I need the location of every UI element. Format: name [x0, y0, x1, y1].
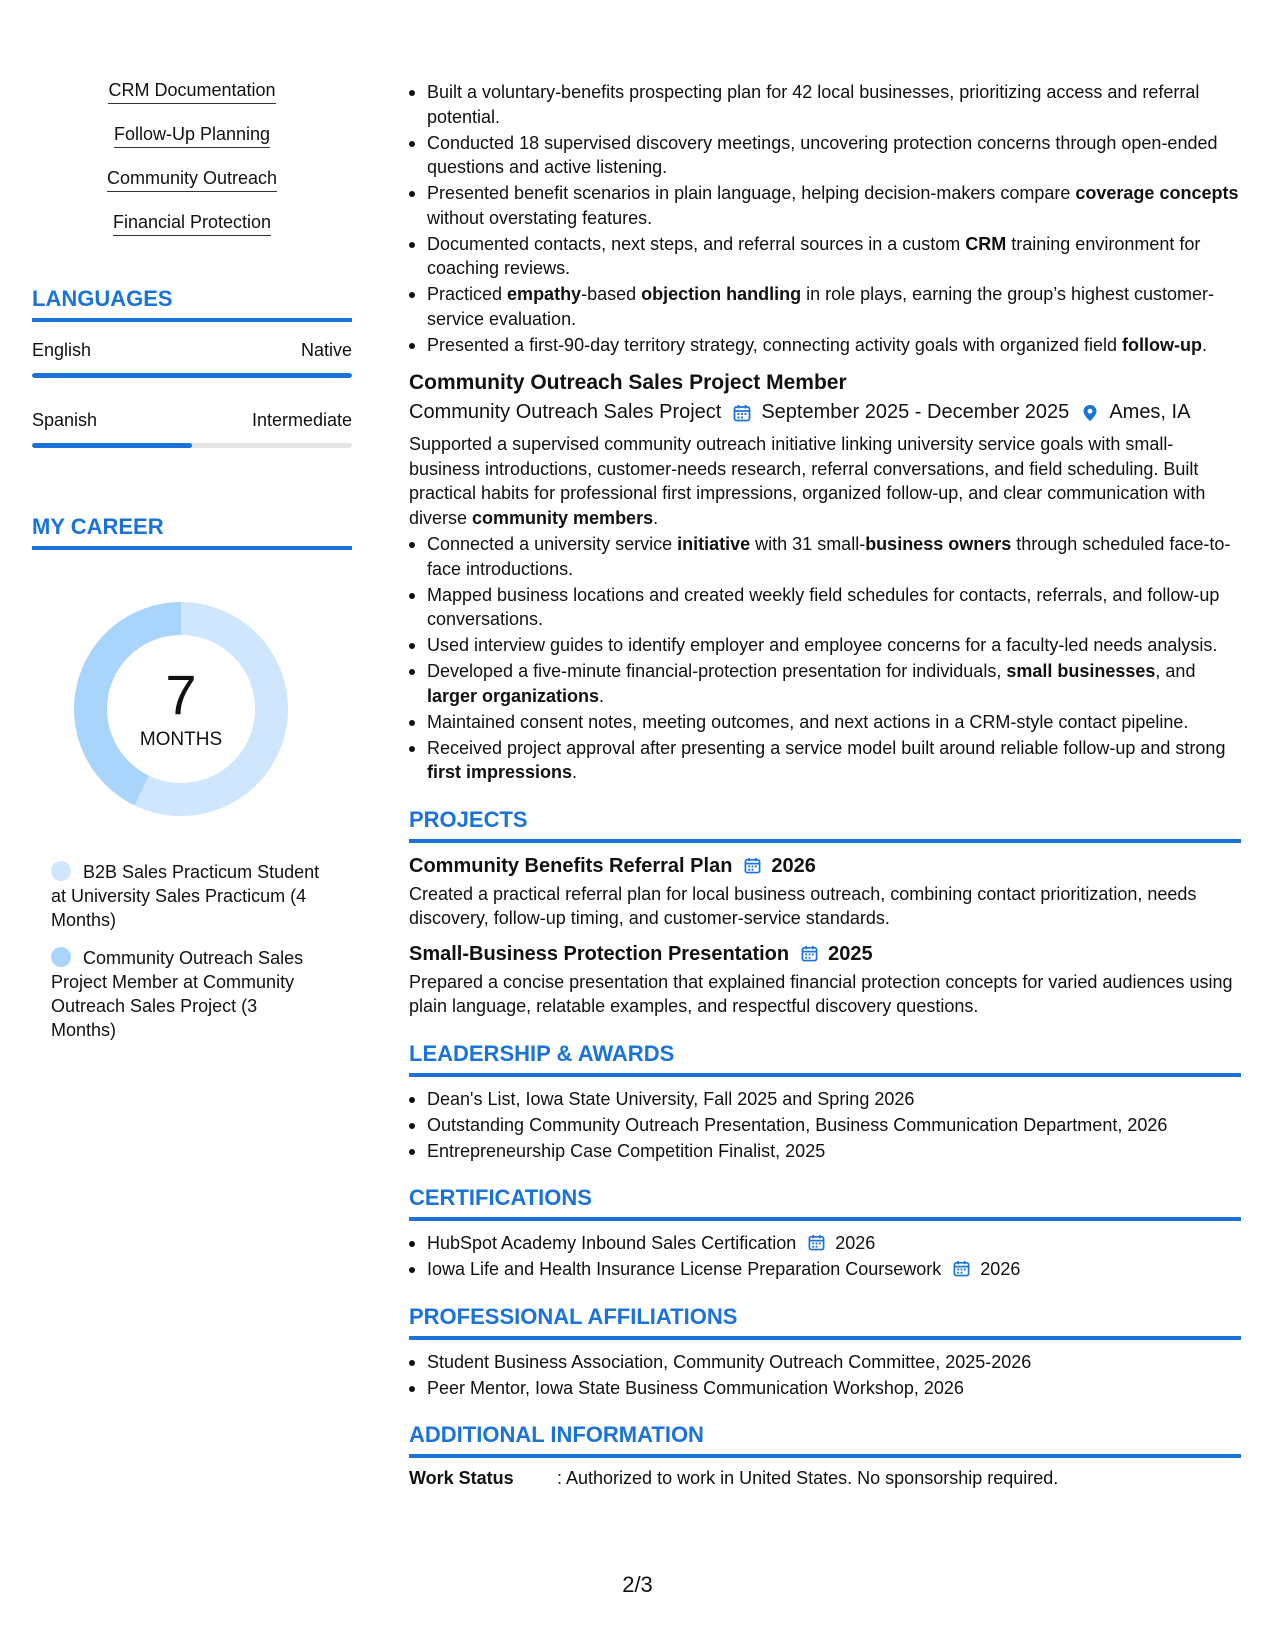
- project-name: Community Benefits Referral Plan: [409, 854, 733, 877]
- career-heading: MY CAREER: [32, 514, 352, 550]
- language-level: Native: [300, 340, 352, 360]
- page-number: 2/3: [622, 1572, 653, 1597]
- work-status-label: Work Status: [409, 1468, 514, 1488]
- list-item: Entrepreneurship Case Competition Finalist, 2025: [409, 1139, 1241, 1164]
- bullet-item: [409, 232, 1241, 281]
- emphasis-text: community members: [472, 507, 654, 528]
- language-name: English: [32, 340, 92, 360]
- bullet-item: [409, 659, 1241, 708]
- location-pin-icon: [1081, 404, 1099, 422]
- text-run: Conducted 18 supervised discovery meetings, uncovering protection concerns through open-ended questions and active listening.: [427, 132, 1218, 177]
- language-level: Intermediate: [251, 410, 352, 430]
- text-run: , and: [1155, 661, 1196, 681]
- emphasis-text: empathy: [507, 284, 582, 304]
- bullet-item: [409, 131, 1241, 180]
- text-run: Connected a university service: [427, 534, 678, 554]
- language-level-fill: [32, 443, 192, 448]
- text-run: .: [572, 762, 578, 782]
- skill-tag: Community Outreach: [107, 168, 277, 192]
- list-item: Student Business Association, Community Outreach Committee, 2025-2026: [409, 1350, 1241, 1375]
- job-location: Ames, IA: [1109, 401, 1191, 423]
- language-level-bar: [32, 443, 352, 448]
- text-run: in role plays, earning the group’s highest customer-service evaluation.: [427, 284, 1215, 329]
- emphasis-text: coverage concepts: [1075, 183, 1239, 203]
- career-donut-chart: [66, 594, 296, 824]
- text-run: Supported a supervised community outreach initiative linking university service goals with small-business introductions, customer-needs research, referral conversations, and field scheduling. Built practical habits for professional first impressions, organized follow-up, and clear communication with diverse: [409, 434, 1206, 528]
- text-run: Developed a five-minute financial-protection presentation for individuals,: [427, 661, 1007, 681]
- emphasis-text: first impressions: [427, 762, 573, 782]
- skill-tag: Financial Protection: [113, 212, 271, 236]
- career-total-months: 7: [165, 663, 197, 726]
- calendar-icon: [789, 943, 822, 966]
- emphasis-text: initiative: [677, 534, 751, 554]
- leadership-section: [409, 1041, 1241, 1164]
- emphasis-text: business owners: [865, 534, 1012, 554]
- job-dates: September 2025 - December 2025: [761, 401, 1070, 423]
- legend-label: B2B Sales Practicum Student at University Sales Practicum (4 Months): [51, 862, 320, 930]
- main-column: [409, 80, 1241, 1489]
- language-spanish: [32, 410, 352, 448]
- language-english: [32, 340, 352, 378]
- text-run: -based: [581, 284, 642, 304]
- certification-name: HubSpot Academy Inbound Sales Certification: [427, 1233, 797, 1253]
- project-year: 2025: [828, 942, 873, 965]
- list-item: Outstanding Community Outreach Presentation, Business Communication Department, 2026: [409, 1113, 1241, 1138]
- experience-entry: [409, 371, 1241, 785]
- calendar-icon: [732, 855, 765, 878]
- bullet-item: [409, 583, 1241, 632]
- work-status-value: : Authorized to work in United States. No sponsorship required.: [557, 1468, 1059, 1488]
- text-run: Used interview guides to identify employer and employee concerns for a faculty-led needs analysis.: [427, 635, 1218, 655]
- project-item: [409, 855, 1241, 931]
- bullet-item: [409, 532, 1241, 581]
- experience-bullets: [409, 80, 1241, 357]
- list-item: [409, 1231, 1241, 1256]
- bullet-item: [409, 181, 1241, 230]
- certifications-heading: CERTIFICATIONS: [409, 1185, 1241, 1221]
- job-bullets: [409, 532, 1241, 785]
- language-level-bar: [32, 373, 352, 378]
- work-status-row: [409, 1468, 1241, 1489]
- text-run: .: [653, 507, 659, 528]
- list-item: Peer Mentor, Iowa State Business Communication Workshop, 2026: [409, 1376, 1241, 1401]
- projects-heading: PROJECTS: [409, 807, 1241, 843]
- bullet-item: [409, 282, 1241, 331]
- project-item: [409, 943, 1241, 1019]
- languages-heading: LANGUAGES: [32, 286, 352, 322]
- project-description: Prepared a concise presentation that explained financial protection concepts for varied audiences using plain language, relatable examples, and respectful discovery questions.: [409, 971, 1233, 1016]
- emphasis-text: CRM: [965, 233, 1007, 254]
- bullet-item: [409, 736, 1241, 785]
- leadership-list: [409, 1087, 1241, 1164]
- skill-tag: Follow-Up Planning: [114, 124, 270, 148]
- text-run: Documented contacts, next steps, and referral sources in a custom: [427, 233, 966, 254]
- text-run: Presented a first-90-day territory strategy, connecting activity goals with organized field: [427, 334, 1122, 355]
- calendar-icon: [941, 1259, 974, 1279]
- calendar-icon: [733, 404, 751, 422]
- text-run: .: [1201, 334, 1207, 355]
- text-run: training environment for coaching reviews.: [427, 233, 1201, 278]
- text-run: with 31 small-: [750, 534, 866, 554]
- certification-year: 2026: [835, 1233, 876, 1253]
- project-description: Created a practical referral plan for local business outreach, combining contact prioritization, needs discovery, follow-up timing, and customer-service standards.: [409, 883, 1197, 928]
- text-run: through scheduled face-to-face introductions.: [427, 534, 1231, 579]
- emphasis-text: larger organizations: [427, 685, 600, 706]
- additional-heading: ADDITIONAL INFORMATION: [409, 1422, 1241, 1458]
- certifications-section: [409, 1185, 1241, 1282]
- additional-section: [409, 1422, 1241, 1489]
- certifications-list: [409, 1231, 1241, 1282]
- bullet-item: [409, 333, 1241, 358]
- emphasis-text: small businesses: [1006, 661, 1156, 681]
- language-name: Spanish: [32, 410, 98, 430]
- job-title: Community Outreach Sales Project Member: [409, 371, 847, 394]
- job-summary: [409, 432, 1241, 530]
- list-item: Dean's List, Iowa State University, Fall 2025 and Spring 2026: [409, 1087, 1241, 1112]
- text-run: Built a voluntary-benefits prospecting plan for 42 local businesses, prioritizing access and referral potential.: [427, 82, 1200, 127]
- projects-section: [409, 807, 1241, 1019]
- text-run: Maintained consent notes, meeting outcomes, and next actions in a CRM-style contact pipeline.: [427, 711, 1189, 732]
- language-level-fill: [32, 373, 352, 378]
- legend-label: Community Outreach Sales Project Member at Community Outreach Sales Project (3 Months): [51, 948, 304, 1040]
- sidebar: [32, 80, 352, 1056]
- career-legend: [32, 860, 352, 1042]
- affiliations-list: [409, 1350, 1241, 1401]
- certification-year: 2026: [980, 1259, 1021, 1279]
- bullet-item: [409, 80, 1241, 129]
- legend-dot-icon: [51, 861, 71, 881]
- text-run: Presented benefit scenarios in plain language, helping decision-makers compare: [427, 183, 1076, 203]
- project-year: 2026: [771, 854, 816, 877]
- bullet-item: [409, 633, 1241, 658]
- text-run: .: [599, 685, 605, 706]
- skill-tags: [32, 80, 352, 236]
- certification-name: Iowa Life and Health Insurance License Preparation Coursework: [427, 1259, 942, 1279]
- text-run: without overstating features.: [427, 207, 653, 228]
- company-name: Community Outreach Sales Project: [409, 401, 722, 423]
- affiliations-section: [409, 1304, 1241, 1401]
- emphasis-text: follow-up: [1122, 334, 1202, 355]
- affiliations-heading: PROFESSIONAL AFFILIATIONS: [409, 1304, 1241, 1340]
- bullet-item: [409, 710, 1241, 735]
- emphasis-text: objection handling: [641, 284, 802, 304]
- text-run: Mapped business locations and created weekly field schedules for contacts, referrals, and follow-up conversations.: [427, 584, 1220, 629]
- skill-tag: CRM Documentation: [108, 80, 275, 104]
- legend-dot-icon: [51, 947, 71, 967]
- career-months-label: MONTHS: [139, 729, 223, 750]
- project-name: Small-Business Protection Presentation: [409, 942, 790, 965]
- list-item: [409, 1257, 1241, 1282]
- text-run: Practiced: [427, 284, 508, 304]
- career-legend-item: [51, 946, 321, 1042]
- job-meta: [409, 401, 1241, 424]
- leadership-heading: LEADERSHIP & AWARDS: [409, 1041, 1241, 1077]
- text-run: Received project approval after presenting a service model built around reliable follow-up and strong: [427, 737, 1226, 758]
- career-legend-item: [51, 860, 321, 932]
- calendar-icon: [796, 1233, 829, 1253]
